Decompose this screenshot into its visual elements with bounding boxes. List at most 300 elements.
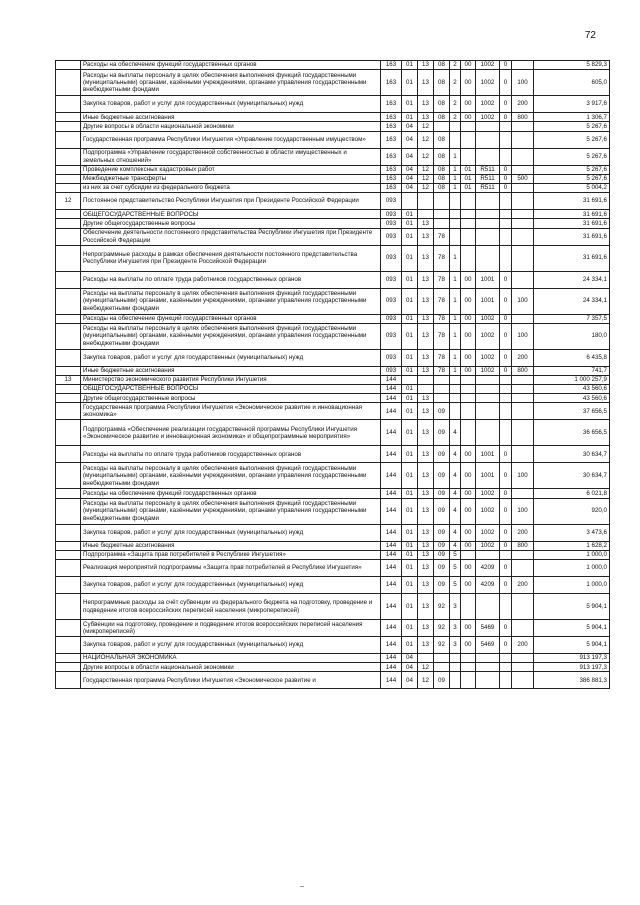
code-program: 92	[434, 594, 450, 620]
code-expense-type	[512, 375, 534, 384]
code-subprogram	[450, 663, 461, 672]
code-subprogram	[450, 672, 461, 689]
row-amount: 1 000,0	[534, 560, 610, 577]
row-amount: 6 021,8	[534, 489, 610, 498]
row-amount: 913 197,3	[534, 654, 610, 663]
code-event: 00	[461, 349, 476, 366]
row-number	[56, 165, 81, 174]
code-program: 09	[434, 550, 450, 559]
code-expense-type: 200	[512, 524, 534, 541]
code-event	[461, 193, 476, 210]
code-subprogram: 1	[450, 174, 461, 183]
row-number: 12	[56, 193, 81, 210]
code-program: 09	[434, 560, 450, 577]
code-expense-type: 100	[512, 70, 534, 96]
code-subprogram: 1	[450, 314, 461, 323]
code-direction: 4209	[476, 577, 500, 594]
row-number	[56, 210, 81, 219]
code-subprogram: 1	[450, 148, 461, 165]
code-direction	[476, 148, 500, 165]
code-gbs: 144	[381, 654, 402, 663]
code-subsection	[418, 210, 434, 219]
code-gbs: 163	[381, 131, 402, 148]
code-direction	[476, 672, 500, 689]
table-row	[56, 61, 610, 70]
code-event	[461, 394, 476, 403]
code-program: 09	[434, 524, 450, 541]
table-row	[56, 323, 610, 349]
code-suffix: 0	[500, 61, 512, 70]
code-section: 01	[402, 70, 418, 96]
row-amount: 5 904,1	[534, 637, 610, 654]
row-name: Расходы на обеспечение функций государственных органов	[81, 61, 381, 70]
row-amount: 3 473,6	[534, 524, 610, 541]
row-name: Другие общегосударственные вопросы	[81, 394, 381, 403]
code-suffix: 0	[500, 96, 512, 113]
row-number	[56, 463, 81, 489]
table-row	[56, 131, 610, 148]
code-gbs: 093	[381, 228, 402, 245]
code-subsection: 13	[418, 560, 434, 577]
code-section: 04	[402, 183, 418, 192]
code-program: 08	[434, 148, 450, 165]
code-program: 78	[434, 245, 450, 271]
code-event	[461, 228, 476, 245]
code-subsection: 13	[418, 420, 434, 446]
code-direction: 1002	[476, 489, 500, 498]
code-section: 01	[402, 228, 418, 245]
table-row	[56, 271, 610, 288]
code-event	[461, 219, 476, 228]
row-amount: 5 267,6	[534, 122, 610, 131]
code-expense-type	[512, 271, 534, 288]
code-subsection: 12	[418, 174, 434, 183]
code-gbs: 163	[381, 183, 402, 192]
code-section: 01	[402, 96, 418, 113]
code-subsection: 12	[418, 122, 434, 131]
code-program: 92	[434, 637, 450, 654]
code-suffix: 0	[500, 288, 512, 314]
code-program: 08	[434, 113, 450, 122]
code-program	[434, 654, 450, 663]
code-event: 00	[461, 366, 476, 375]
code-gbs: 163	[381, 113, 402, 122]
code-subprogram	[450, 122, 461, 131]
code-program	[434, 385, 450, 394]
code-subsection: 13	[418, 70, 434, 96]
code-subprogram: 1	[450, 288, 461, 314]
code-suffix	[500, 228, 512, 245]
code-section: 01	[402, 61, 418, 70]
code-suffix: 0	[500, 560, 512, 577]
code-program: 09	[434, 420, 450, 446]
row-amount: 920,0	[534, 498, 610, 524]
row-amount: 5 904,1	[534, 594, 610, 620]
row-amount: 6 435,8	[534, 349, 610, 366]
code-gbs: 093	[381, 193, 402, 210]
code-program: 09	[434, 489, 450, 498]
code-section: 01	[402, 489, 418, 498]
code-program: 08	[434, 96, 450, 113]
table-row	[56, 594, 610, 620]
row-name: ОБЩЕГОСУДАРСТВЕННЫЕ ВОПРОСЫ	[81, 385, 381, 394]
code-suffix: 0	[500, 183, 512, 192]
code-expense-type	[512, 183, 534, 192]
code-subprogram	[450, 403, 461, 420]
code-suffix: 0	[500, 349, 512, 366]
row-name: Закупка товаров, работ и услуг для государственных (муниципальных) нужд	[81, 524, 381, 541]
code-section: 04	[402, 148, 418, 165]
row-number	[56, 560, 81, 577]
code-expense-type	[512, 210, 534, 219]
code-suffix: 0	[500, 541, 512, 550]
table-row	[56, 210, 610, 219]
row-name: Закупка товаров, работ и услуг для государственных (муниципальных) нужд	[81, 96, 381, 113]
code-subprogram: 3	[450, 637, 461, 654]
code-program	[434, 122, 450, 131]
code-section: 04	[402, 122, 418, 131]
code-gbs: 093	[381, 288, 402, 314]
row-number	[56, 70, 81, 96]
code-subprogram	[450, 210, 461, 219]
code-program: 78	[434, 228, 450, 245]
code-suffix: 0	[500, 498, 512, 524]
table-row	[56, 446, 610, 463]
row-name: Иные бюджетные ассигнования	[81, 113, 381, 122]
row-name: Расходы на обеспечение функций государственных органов	[81, 489, 381, 498]
row-name: Расходы на выплаты по оплате труда работников государственных органов	[81, 271, 381, 288]
code-subsection: 13	[418, 577, 434, 594]
code-direction	[476, 210, 500, 219]
row-amount: 31 691,6	[534, 228, 610, 245]
code-subprogram: 4	[450, 420, 461, 446]
code-event	[461, 403, 476, 420]
code-subsection: 12	[418, 131, 434, 148]
row-name: Расходы на выплаты персоналу в целях обеспечения выполнения функций государственными (муниципальными) органами, казёнными учреждениями, органами управления государственными внебюджетными фондами	[81, 498, 381, 524]
code-subsection: 13	[418, 219, 434, 228]
code-suffix: 0	[500, 113, 512, 122]
code-subprogram: 1	[450, 323, 461, 349]
code-expense-type: 800	[512, 113, 534, 122]
code-event: 01	[461, 165, 476, 174]
row-number	[56, 420, 81, 446]
code-event	[461, 550, 476, 559]
table-row	[56, 498, 610, 524]
code-direction: 1002	[476, 70, 500, 96]
code-expense-type: 100	[512, 498, 534, 524]
table-row	[56, 620, 610, 637]
code-program: 09	[434, 446, 450, 463]
row-number	[56, 61, 81, 70]
code-subsection: 13	[418, 620, 434, 637]
code-event: 00	[461, 314, 476, 323]
table-row	[56, 314, 610, 323]
code-event: 00	[461, 271, 476, 288]
code-direction: R511	[476, 165, 500, 174]
code-gbs: 144	[381, 620, 402, 637]
code-program: 09	[434, 463, 450, 489]
code-subprogram: 2	[450, 113, 461, 122]
code-section: 01	[402, 403, 418, 420]
code-direction	[476, 394, 500, 403]
row-amount: 30 634,7	[534, 463, 610, 489]
code-gbs: 163	[381, 61, 402, 70]
code-section: 01	[402, 323, 418, 349]
code-gbs: 144	[381, 446, 402, 463]
code-gbs: 144	[381, 498, 402, 524]
code-section: 01	[402, 637, 418, 654]
code-subprogram: 2	[450, 61, 461, 70]
code-direction: 1002	[476, 113, 500, 122]
row-number	[56, 219, 81, 228]
code-subprogram: 1	[450, 165, 461, 174]
row-number: 13	[56, 375, 81, 384]
code-section: 01	[402, 245, 418, 271]
code-direction	[476, 219, 500, 228]
row-name: Межбюджетные трансферты	[81, 174, 381, 183]
table-row	[56, 541, 610, 550]
table-row	[56, 96, 610, 113]
code-section: 04	[402, 165, 418, 174]
row-number	[56, 637, 81, 654]
code-subsection	[418, 385, 434, 394]
row-amount: 5 267,6	[534, 131, 610, 148]
code-program: 78	[434, 366, 450, 375]
code-subprogram	[450, 654, 461, 663]
code-subprogram: 4	[450, 463, 461, 489]
code-expense-type: 800	[512, 366, 534, 375]
row-amount: 37 656,5	[534, 403, 610, 420]
code-expense-type: 200	[512, 577, 534, 594]
row-number	[56, 323, 81, 349]
code-section: 01	[402, 594, 418, 620]
code-gbs: 144	[381, 672, 402, 689]
code-expense-type: 200	[512, 349, 534, 366]
code-direction: 1001	[476, 463, 500, 489]
row-amount: 605,0	[534, 70, 610, 96]
row-number	[56, 245, 81, 271]
row-amount: 5 267,6	[534, 174, 610, 183]
code-suffix	[500, 672, 512, 689]
row-amount: 741,7	[534, 366, 610, 375]
code-direction	[476, 420, 500, 446]
code-suffix	[500, 131, 512, 148]
row-number	[56, 228, 81, 245]
code-subsection	[418, 654, 434, 663]
code-direction: 5469	[476, 620, 500, 637]
code-program: 09	[434, 577, 450, 594]
code-gbs: 144	[381, 541, 402, 550]
table-row	[56, 560, 610, 577]
code-event	[461, 594, 476, 620]
row-name: Другие вопросы в области национальной экономики	[81, 122, 381, 131]
code-expense-type	[512, 228, 534, 245]
table-row	[56, 70, 610, 96]
code-subprogram: 4	[450, 498, 461, 524]
code-expense-type	[512, 420, 534, 446]
code-subsection: 13	[418, 271, 434, 288]
code-section: 01	[402, 620, 418, 637]
code-subprogram: 5	[450, 550, 461, 559]
code-subsection: 12	[418, 165, 434, 174]
code-direction: 5469	[476, 637, 500, 654]
row-name: Реализация мероприятий подпрограммы «Защита прав потребителей в Республике Ингушетия»	[81, 560, 381, 577]
row-amount: 30 634,7	[534, 446, 610, 463]
code-section: 01	[402, 560, 418, 577]
code-suffix	[500, 122, 512, 131]
code-program: 78	[434, 349, 450, 366]
code-expense-type: 100	[512, 323, 534, 349]
table-row	[56, 524, 610, 541]
code-direction	[476, 654, 500, 663]
row-number	[56, 620, 81, 637]
code-section: 01	[402, 366, 418, 375]
code-subprogram	[450, 375, 461, 384]
code-section: 04	[402, 654, 418, 663]
code-subprogram	[450, 219, 461, 228]
code-suffix	[500, 394, 512, 403]
code-direction	[476, 663, 500, 672]
code-direction: 1002	[476, 524, 500, 541]
code-direction: 1002	[476, 498, 500, 524]
code-direction: 1002	[476, 323, 500, 349]
code-gbs: 163	[381, 70, 402, 96]
code-subprogram: 3	[450, 594, 461, 620]
row-amount: 5 267,6	[534, 165, 610, 174]
row-name: Обеспечение деятельности постоянного представительства Республики Ингушетия при Президенте Российской Федерации	[81, 228, 381, 245]
code-subsection: 13	[418, 288, 434, 314]
code-direction: 1002	[476, 314, 500, 323]
row-name: Государственная программа Республики Ингушетия «Экономическое развитие и	[81, 672, 381, 689]
row-amount: 31 691,6	[534, 245, 610, 271]
code-suffix	[500, 550, 512, 559]
code-expense-type	[512, 131, 534, 148]
code-gbs: 144	[381, 489, 402, 498]
code-section: 01	[402, 498, 418, 524]
code-direction	[476, 122, 500, 131]
table-row	[56, 403, 610, 420]
code-subsection: 12	[418, 148, 434, 165]
row-name: Другие вопросы в области национальной экономики	[81, 663, 381, 672]
code-direction: 1002	[476, 96, 500, 113]
code-gbs: 093	[381, 245, 402, 271]
row-name: Подпрограмма «Защита прав потребителей в Республике Ингушетия»	[81, 550, 381, 559]
code-gbs: 144	[381, 577, 402, 594]
code-event	[461, 131, 476, 148]
code-section: 01	[402, 420, 418, 446]
code-subsection: 13	[418, 524, 434, 541]
table-row	[56, 288, 610, 314]
row-number	[56, 654, 81, 663]
code-suffix	[500, 245, 512, 271]
code-suffix	[500, 654, 512, 663]
code-direction: 1002	[476, 349, 500, 366]
code-gbs: 093	[381, 210, 402, 219]
code-subsection: 12	[418, 663, 434, 672]
code-suffix	[500, 663, 512, 672]
table-row	[56, 637, 610, 654]
code-suffix: 0	[500, 524, 512, 541]
row-number	[56, 672, 81, 689]
row-name: ОБЩЕГОСУДАРСТВЕННЫЕ ВОПРОСЫ	[81, 210, 381, 219]
code-subsection: 12	[418, 672, 434, 689]
row-name: из них за счет субсидии из федерального бюджета	[81, 183, 381, 192]
code-direction	[476, 375, 500, 384]
table-row	[56, 148, 610, 165]
code-subsection: 13	[418, 245, 434, 271]
row-number	[56, 349, 81, 366]
code-event: 01	[461, 183, 476, 192]
code-section: 04	[402, 174, 418, 183]
code-direction	[476, 245, 500, 271]
code-subsection: 13	[418, 594, 434, 620]
table-row	[56, 165, 610, 174]
row-number	[56, 663, 81, 672]
code-section: 01	[402, 541, 418, 550]
code-expense-type: 800	[512, 541, 534, 550]
row-number	[56, 366, 81, 375]
code-subprogram: 2	[450, 70, 461, 96]
code-event: 00	[461, 620, 476, 637]
code-suffix	[500, 594, 512, 620]
code-suffix: 0	[500, 489, 512, 498]
code-direction: R511	[476, 174, 500, 183]
row-name: Расходы на выплаты персоналу в целях обеспечения выполнения функций государственными (муниципальными) органами, казёнными учреждениями, органами управления государственными внебюджетными фондами	[81, 463, 381, 489]
table-row	[56, 193, 610, 210]
code-subsection: 13	[418, 446, 434, 463]
code-expense-type	[512, 385, 534, 394]
row-name: Закупка товаров, работ и услуг для государственных (муниципальных) нужд	[81, 577, 381, 594]
table-row	[56, 654, 610, 663]
table-row	[56, 394, 610, 403]
row-number	[56, 96, 81, 113]
row-number	[56, 498, 81, 524]
code-program: 08	[434, 183, 450, 192]
code-expense-type	[512, 550, 534, 559]
code-event	[461, 672, 476, 689]
row-number	[56, 550, 81, 559]
code-program: 09	[434, 672, 450, 689]
code-gbs: 144	[381, 560, 402, 577]
row-number	[56, 174, 81, 183]
code-program: 78	[434, 288, 450, 314]
row-amount: 5 004,2	[534, 183, 610, 192]
code-expense-type: 100	[512, 288, 534, 314]
code-event: 00	[461, 577, 476, 594]
code-subsection: 13	[418, 61, 434, 70]
row-amount: 1 000,0	[534, 577, 610, 594]
code-program: 92	[434, 620, 450, 637]
code-section	[402, 193, 418, 210]
code-section: 01	[402, 219, 418, 228]
code-expense-type	[512, 219, 534, 228]
code-subprogram: 1	[450, 349, 461, 366]
code-suffix: 0	[500, 463, 512, 489]
code-subsection	[418, 375, 434, 384]
table-row	[56, 349, 610, 366]
row-number	[56, 489, 81, 498]
code-section: 01	[402, 271, 418, 288]
row-amount: 5 829,3	[534, 61, 610, 70]
table-row	[56, 375, 610, 384]
code-event	[461, 663, 476, 672]
code-section: 01	[402, 524, 418, 541]
code-event: 00	[461, 113, 476, 122]
code-gbs: 144	[381, 594, 402, 620]
code-direction: 1001	[476, 446, 500, 463]
code-section: 01	[402, 577, 418, 594]
code-subprogram	[450, 228, 461, 245]
